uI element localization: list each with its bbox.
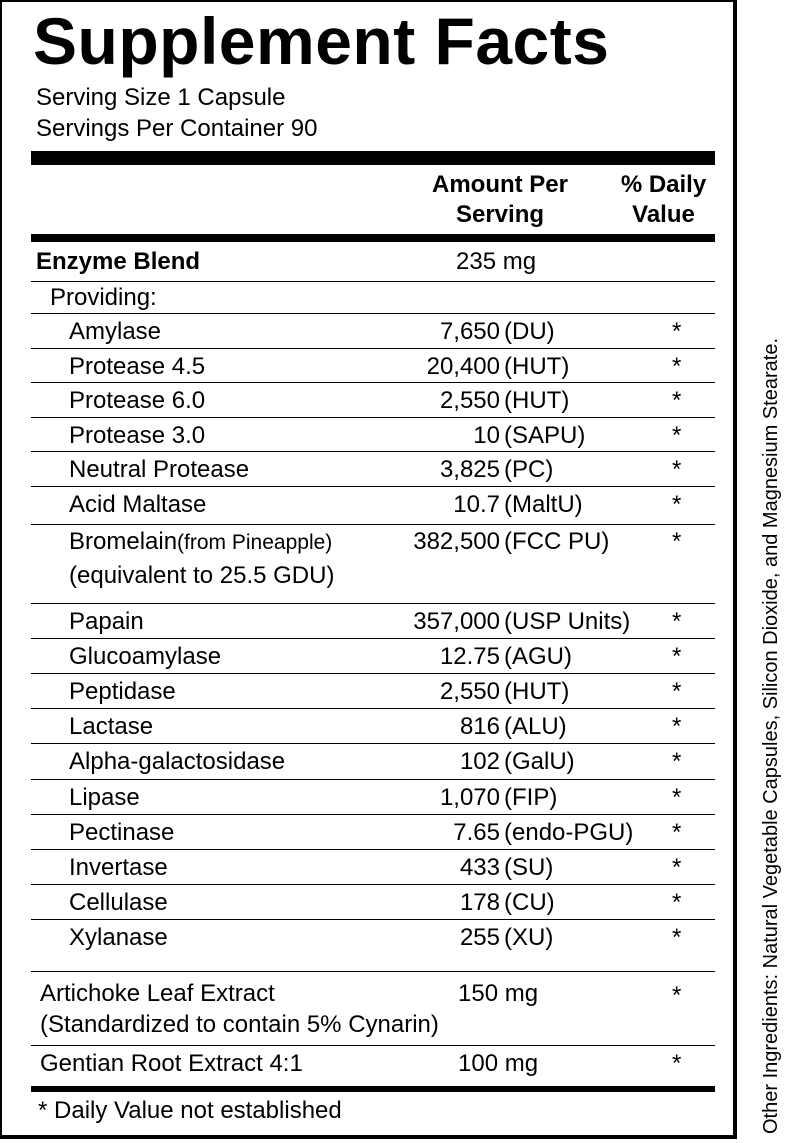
enzyme-name: Protease 6.0 (69, 387, 206, 415)
enzyme-dv: * (672, 923, 682, 951)
thick-divider-bottom (31, 1086, 715, 1092)
daily-value-header-line2: Value (632, 201, 695, 228)
enzyme-unit: (HUT) (504, 387, 570, 415)
enzyme-dv: * (672, 456, 682, 484)
bromelain-amount: 382,500 (413, 528, 500, 555)
bromelain-source: (from Pineapple) (177, 531, 333, 554)
row-divider (31, 281, 715, 282)
row-divider (31, 919, 715, 920)
enzyme-dv: * (672, 318, 682, 345)
artichoke-amount: 150 mg (458, 980, 539, 1007)
enzyme-name: Protease 4.5 (69, 352, 206, 380)
enzyme-name: Xylanase (69, 923, 168, 951)
enzyme-amount: 433 (459, 853, 500, 881)
enzyme-unit: (XU) (504, 923, 554, 951)
row-divider (31, 638, 715, 639)
gentian-name: Gentian Root Extract 4:1 (40, 1050, 303, 1077)
enzyme-unit: (HUT) (504, 352, 570, 380)
enzyme-unit: (USP Units) (504, 608, 631, 635)
providing-label: Providing: (50, 284, 157, 311)
enzyme-name: Acid Maltase (69, 491, 207, 518)
enzyme-amount: 1,070 (439, 783, 500, 811)
enzyme-unit: (SAPU) (504, 421, 586, 449)
row-divider (31, 743, 715, 744)
footnote: * Daily Value not established (38, 1097, 342, 1124)
enzyme-dv: * (672, 888, 682, 916)
enzyme-amount: 3,825 (439, 456, 500, 484)
daily-value-header (606, 170, 721, 230)
artichoke-dv: * (672, 982, 682, 1009)
enzyme-name: Glucoamylase (69, 643, 222, 671)
row-divider (31, 486, 715, 487)
enzyme-unit: (FIP) (504, 783, 558, 811)
blend-amount: 235 mg (456, 248, 537, 275)
enzyme-name: Protease 3.0 (69, 421, 206, 449)
row-divider (31, 673, 715, 674)
daily-value-header-line1: % Daily (620, 171, 707, 198)
enzyme-unit: (DU) (504, 318, 555, 345)
enzyme-amount: 7,650 (439, 318, 500, 345)
row-divider (31, 603, 715, 604)
artichoke-name: Artichoke Leaf Extract (40, 980, 275, 1007)
enzyme-unit: (PC) (504, 456, 554, 484)
enzyme-dv: * (672, 853, 682, 881)
enzyme-unit: (AGU) (504, 643, 572, 671)
row-divider (31, 971, 715, 972)
enzyme-amount: 178 (459, 888, 500, 916)
row-divider (31, 348, 715, 349)
gentian-amount: 100 mg (458, 1050, 539, 1077)
enzyme-dv: * (672, 818, 682, 846)
enzyme-dv: * (672, 678, 682, 706)
enzyme-unit: (MaltU) (504, 491, 583, 518)
row-divider (31, 417, 715, 418)
enzyme-name: Alpha-galactosidase (69, 748, 286, 776)
enzyme-amount: 12.75 (439, 643, 500, 671)
amount-header (410, 170, 590, 230)
enzyme-amount: 816 (459, 713, 500, 741)
enzyme-name: Peptidase (69, 678, 176, 706)
enzyme-amount: 102 (459, 748, 500, 776)
enzyme-amount: 255 (459, 923, 500, 951)
artichoke-note: (Standardized to contain 5% Cynarin) (40, 1011, 439, 1038)
bromelain-name: Bromelain (69, 528, 178, 555)
enzyme-amount: 2,550 (439, 387, 500, 415)
serving-size: Serving Size 1 Capsule (36, 84, 286, 111)
gentian-dv: * (672, 1050, 682, 1077)
enzyme-name: Invertase (69, 853, 168, 881)
enzyme-unit: (endo-PGU) (504, 818, 634, 846)
row-divider (31, 524, 715, 525)
enzyme-dv: * (672, 491, 682, 518)
enzyme-dv: * (672, 608, 682, 635)
servings-per-container: Servings Per Container 90 (36, 115, 318, 142)
blend-name: Enzyme Blend (36, 248, 201, 275)
enzyme-name: Cellulase (69, 888, 168, 916)
enzyme-amount: 2,550 (439, 678, 500, 706)
enzyme-dv: * (672, 783, 682, 811)
enzyme-unit: (HUT) (504, 678, 570, 706)
enzyme-dv: * (672, 643, 682, 671)
panel-title: Supplement Facts (33, 4, 610, 78)
enzyme-unit: (GalU) (504, 748, 575, 776)
enzyme-unit: (CU) (504, 888, 555, 916)
enzyme-name: Amylase (69, 318, 162, 345)
row-divider (31, 708, 715, 709)
enzyme-name: Papain (69, 608, 144, 635)
enzyme-dv: * (672, 713, 682, 741)
row-divider (31, 849, 715, 850)
enzyme-dv: * (672, 387, 682, 415)
row-divider (31, 814, 715, 815)
row-divider (31, 1045, 715, 1046)
enzyme-amount: 10.7 (453, 491, 500, 518)
bromelain-dv: * (672, 528, 682, 555)
enzyme-amount: 7.65 (453, 818, 500, 846)
bromelain-unit: (FCC PU) (504, 528, 610, 555)
enzyme-unit: (ALU) (504, 713, 567, 741)
enzyme-name: Lactase (69, 713, 154, 741)
enzyme-unit: (SU) (504, 853, 554, 881)
row-divider (31, 884, 715, 885)
bromelain-note: (equivalent to 25.5 GDU) (69, 562, 335, 589)
enzyme-dv: * (672, 421, 682, 449)
row-divider (31, 313, 715, 314)
amount-header-line1: Amount Per (431, 171, 568, 198)
amount-header-line2: Serving (455, 201, 545, 228)
other-ingredients: Other Ingredients: Natural Vegetable Capsules, Silicon Dioxide, and Magnesium Stearate. (760, 337, 782, 1134)
thick-divider-header (31, 234, 715, 242)
enzyme-name: Lipase (69, 783, 140, 811)
row-divider (31, 382, 715, 383)
row-divider (31, 451, 715, 452)
enzyme-dv: * (672, 352, 682, 380)
enzyme-name: Pectinase (69, 818, 175, 846)
bromelain-name-cell (69, 528, 332, 557)
enzyme-amount: 10 (473, 421, 500, 449)
enzyme-dv: * (672, 748, 682, 776)
row-divider (31, 779, 715, 780)
enzyme-amount: 357,000 (413, 608, 500, 635)
enzyme-name: Neutral Protease (69, 456, 250, 484)
thick-divider-top (31, 151, 715, 165)
enzyme-amount: 20,400 (426, 352, 500, 380)
